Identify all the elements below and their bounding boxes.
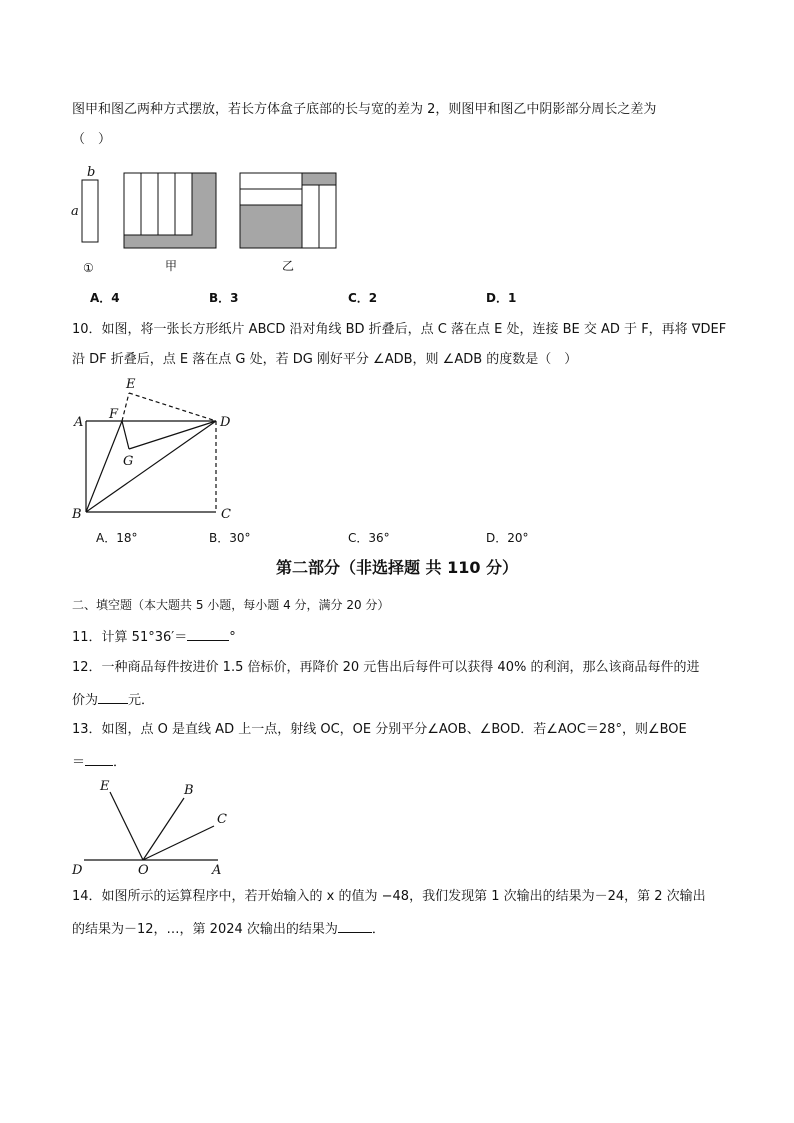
q11-suffix: ° bbox=[229, 630, 236, 645]
q14-line2 bbox=[72, 919, 385, 939]
q10-label-c: C bbox=[221, 507, 231, 522]
q10-line1: 10．如图，将一张长方形纸片 ABCD 沿对角线 BD 折叠后，点 C 落在点 E 处，连接 BE 交 AD 于 F，再将 ∇DEF bbox=[72, 322, 727, 337]
q14-line2-prefix: 的结果为－12，…，第 2024 次输出的结果为 bbox=[72, 922, 338, 937]
q11 bbox=[72, 627, 236, 647]
q10-option-a[interactable]: A．18° bbox=[96, 531, 138, 545]
q12-line1: 12．一种商品每件按进价 1.5 倍标价，再降价 20 元售出后每件可以获得 40% 的利润，那么该商品每件的进 bbox=[72, 660, 700, 675]
q10-option-d[interactable]: D．20° bbox=[486, 531, 529, 545]
q12-line2-suffix: 元． bbox=[128, 693, 155, 708]
q13-label-e: E bbox=[100, 779, 110, 794]
q10-option-b[interactable]: B．30° bbox=[209, 531, 251, 545]
q9-box-small bbox=[82, 180, 98, 242]
q10-label-d: D bbox=[220, 415, 231, 430]
q14-answer-blank[interactable] bbox=[338, 919, 372, 933]
q12-line2 bbox=[72, 690, 154, 710]
q10-option-c[interactable]: C．36° bbox=[348, 531, 390, 545]
q9-option-b[interactable]: B．3 bbox=[209, 291, 239, 305]
q9-figure bbox=[66, 160, 346, 280]
q13-label-b: B bbox=[184, 783, 194, 798]
q9-label-b: b bbox=[87, 165, 96, 180]
q10-label-a: A bbox=[74, 415, 84, 430]
q9-caption-yi: 乙 bbox=[282, 259, 295, 273]
q14-line1: 14．如图所示的运算程序中，若开始输入的 x 的值为 −48，我们发现第 1 次输出的结果为－24，第 2 次输出 bbox=[72, 889, 706, 904]
section2-heading: 二、填空题（本大题共 5 小题，每小题 4 分，满分 20 分） bbox=[72, 598, 390, 612]
q10-line2: 沿 DF 折叠后，点 E 落在点 G 处，若 DG 刚好平分 ∠ADB，则 ∠ADB 的度数是（ ） bbox=[72, 352, 578, 367]
q13-line2-prefix: ＝ bbox=[72, 755, 86, 770]
q10-label-e: E bbox=[126, 377, 136, 392]
q10-label-g: G bbox=[123, 454, 134, 469]
q9-caption-1: ① bbox=[83, 261, 94, 275]
q10-label-f: F bbox=[109, 407, 119, 422]
q13-line1: 13．如图，点 O 是直线 AD 上一点，射线 OC，OE 分别平分∠AOB、∠BOD．若∠AOC＝28°，则∠BOE bbox=[72, 722, 687, 737]
q9-caption-jia: 甲 bbox=[165, 259, 178, 273]
q13-label-c: C bbox=[217, 812, 227, 827]
q11-answer-blank[interactable] bbox=[187, 627, 229, 641]
q12-line2-prefix: 价为 bbox=[72, 693, 99, 708]
q9-line1: 图甲和图乙两种方式摆放，若长方体盒子底部的长与宽的差为 2，则图甲和图乙中阴影部分周长之差为 bbox=[72, 102, 657, 117]
q13-line2-suffix: ． bbox=[113, 755, 127, 770]
q13-line2 bbox=[72, 752, 126, 772]
q9-option-a[interactable]: A．4 bbox=[90, 291, 120, 305]
q13-figure bbox=[66, 774, 246, 878]
q9-line2: （ ） bbox=[72, 132, 112, 147]
q12-answer-blank[interactable] bbox=[98, 690, 128, 704]
q9-option-d[interactable]: D．1 bbox=[486, 291, 517, 305]
q9-option-c[interactable]: C．2 bbox=[348, 291, 378, 305]
q14-line2-suffix: ． bbox=[371, 922, 385, 937]
q10-label-b: B bbox=[72, 507, 82, 522]
q10-figure bbox=[66, 372, 246, 522]
q13-label-d: D bbox=[72, 863, 83, 878]
q11-text: 11．计算 51°36′＝ bbox=[72, 630, 188, 645]
q13-label-o: O bbox=[138, 863, 149, 878]
part2-title: 第二部分（非选择题 共 110 分） bbox=[275, 558, 519, 577]
q13-label-a: A bbox=[212, 863, 222, 878]
q9-label-a: a bbox=[71, 204, 79, 219]
q13-answer-blank[interactable] bbox=[85, 752, 113, 766]
